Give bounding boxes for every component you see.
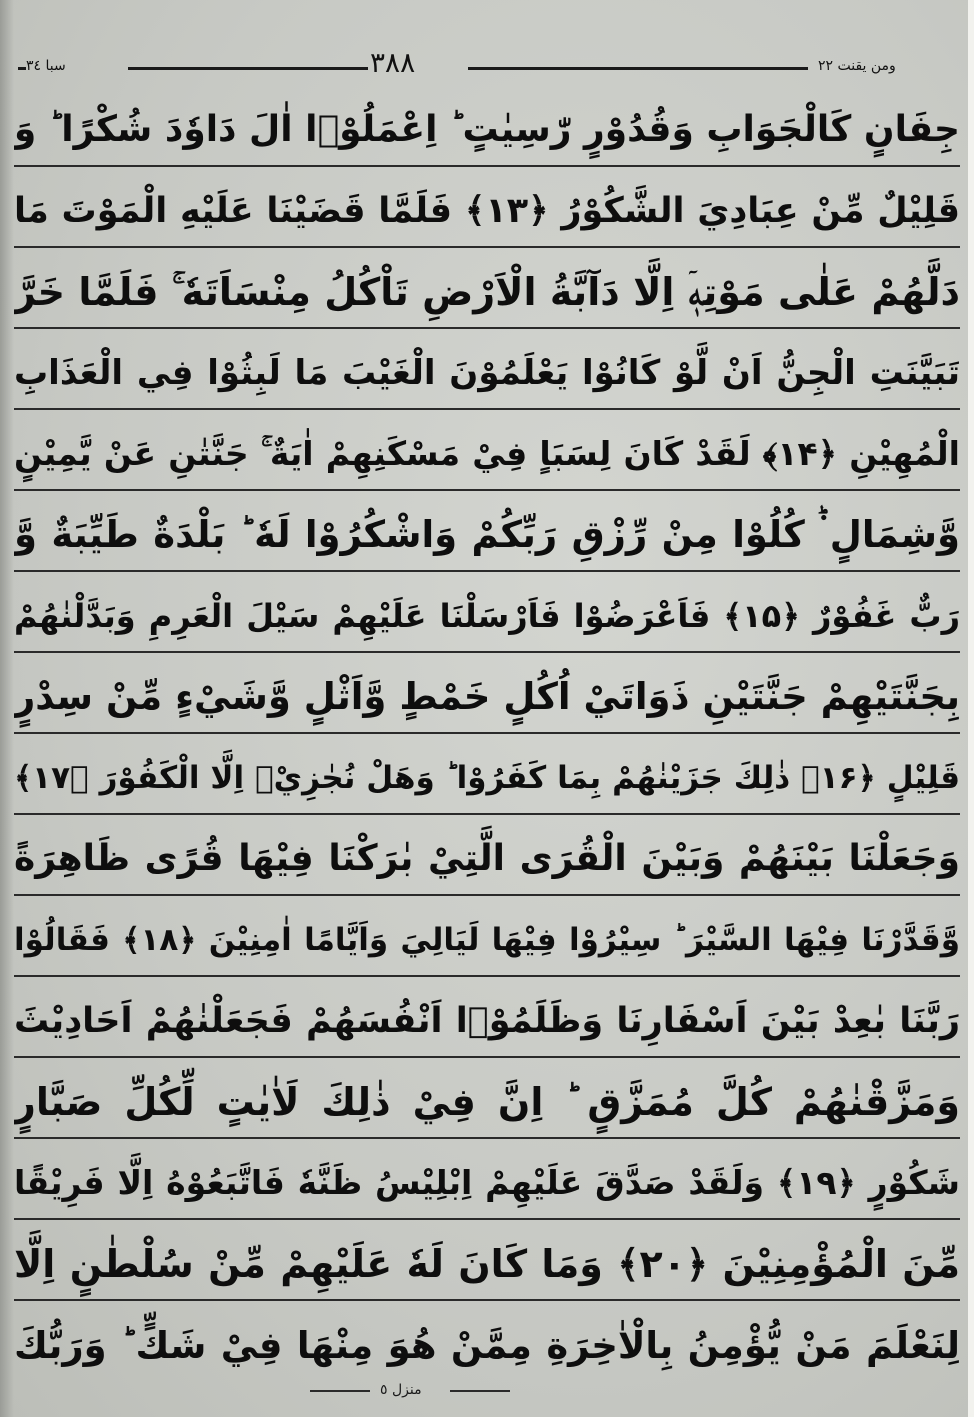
text-line xyxy=(14,572,960,653)
footer-rule-right xyxy=(450,1390,510,1392)
quran-text-block xyxy=(14,86,960,1367)
line-text: جِفَانٍ كَالْجَوَابِ وَقُدُوْرٍ رّٰسِيٰتٍ ؕ اِعْمَلُوْۤا اٰلَ دَاوٗدَ شُكْرًا ؕ وَ xyxy=(14,108,960,150)
text-line xyxy=(14,734,960,815)
text-line xyxy=(14,653,960,734)
para-label: ومن يقنت ٢٢ xyxy=(818,58,896,74)
line-text: رَبٌّ غَفُوْرٌ ﴿۱۵﴾ فَاَعْرَضُوْا فَاَرْسَلْنَا عَلَيْهِمْ سَيْلَ الْعَرِمِ وَبَدَّلْنٰهُمْ xyxy=(14,596,960,635)
line-text: لِنَعْلَمَ مَنْ يُّؤْمِنُ بِالْاٰخِرَةِ مِمَّنْ هُوَ مِنْهَا فِيْ شَكٍّ ؕ وَرَبُّكَ xyxy=(14,1323,960,1367)
text-line xyxy=(14,1301,960,1382)
line-text: مِّنَ الْمُؤْمِنِيْنَ ﴿۲۰﴾ وَمَا كَانَ لَهٗ عَلَيْهِمْ مِّنْ سُلْطٰنٍ اِلَّا xyxy=(14,1241,960,1286)
line-text: تَبَيَّنَتِ الْجِنُّ اَنْ لَّوْ كَانُوْا يَعْلَمُوْنَ الْغَيْبَ مَا لَبِثُوْا فِي الْعَذَابِ xyxy=(14,352,960,393)
text-line xyxy=(14,248,960,329)
header-rule-mid-left xyxy=(128,67,368,70)
juz-label: سبا ٣٤ xyxy=(26,58,66,74)
header-rule-mid-right xyxy=(468,67,808,70)
text-line xyxy=(14,86,960,167)
footer-rule-left xyxy=(310,1390,370,1392)
text-line xyxy=(14,896,960,977)
line-text: شَكُوْرٍ ﴿۱۹﴾ وَلَقَدْ صَدَّقَ عَلَيْهِمْ اِبْلِيْسُ ظَنَّهٗ فَاتَّبَعُوْهُ اِلَّا فَرِيْقًا xyxy=(14,1162,960,1202)
line-text: رَبَّنَا بٰعِدْ بَيْنَ اَسْفَارِنَا وَظَلَمُوْۤا اَنْفُسَهُمْ فَجَعَلْنٰهُمْ اَحَادِيْثَ xyxy=(14,1000,960,1041)
page-header xyxy=(18,46,948,82)
page-number: ٣٨٨ xyxy=(370,46,416,79)
line-text: قَلِيْلٍ ﴿۱۶﴾ ذٰلِكَ جَزَيْنٰهُمْ بِمَا كَفَرُوْا ؕ وَهَلْ نُجٰزِيْۤ اِلَّا الْكَفُوْرَ ﴿۱۷﴾ xyxy=(14,759,960,796)
header-rule-left xyxy=(18,67,26,70)
text-line xyxy=(14,1139,960,1220)
text-line xyxy=(14,329,960,410)
text-line xyxy=(14,1058,960,1139)
line-text: وَمَزَّقْنٰهُمْ كُلَّ مُمَزَّقٍ ؕ اِنَّ فِيْ ذٰلِكَ لَاٰيٰتٍ لِّكُلِّ صَبَّارٍ xyxy=(14,1079,960,1124)
line-text: دَلَّهُمْ عَلٰى مَوْتِهٖۤ اِلَّا دَآبَّةُ الْاَرْضِ تَاْكُلُ مِنْسَاَتَهٗ ۚ فَلَمَّا خَرَّ xyxy=(14,269,960,314)
text-line xyxy=(14,410,960,491)
text-line xyxy=(14,491,960,572)
line-text: الْمُهِيْنِ ﴿۱۴﴾ لَقَدْ كَانَ لِسَبَاٍ فِيْ مَسْكَنِهِمْ اٰيَةٌ ۚ جَنَّتٰنِ عَنْ يَّمِيْنٍ xyxy=(14,433,960,473)
line-text: قَلِيْلٌ مِّنْ عِبَادِيَ الشَّكُوْرُ ﴿۱۳﴾ فَلَمَّا قَضَيْنَا عَلَيْهِ الْمَوْتَ مَا xyxy=(14,190,960,231)
line-text: بِجَنَّتَيْهِمْ جَنَّتَيْنِ ذَوَاتَيْ اُكُلٍ خَمْطٍ وَّاَثْلٍ وَّشَيْءٍ مِّنْ سِدْرٍ xyxy=(14,674,960,718)
page-edge xyxy=(968,0,974,1417)
text-line xyxy=(14,1220,960,1301)
text-line xyxy=(14,977,960,1058)
line-text: وَجَعَلْنَا بَيْنَهُمْ وَبَيْنَ الْقُرَى الَّتِيْ بٰرَكْنَا فِيْهَا قُرًى ظَاهِرَةً xyxy=(14,837,960,879)
binding-shadow xyxy=(0,0,14,1417)
text-line xyxy=(14,167,960,248)
line-text: وَّشِمَالٍ ۬ؕ كُلُوْا مِنْ رِّزْقِ رَبِّكُمْ وَاشْكُرُوْا لَهٗ ؕ بَلْدَةٌ طَيِّبَةٌ وَّ xyxy=(14,512,960,556)
line-text: وَّقَدَّرْنَا فِيْهَا السَّيْرَ ؕ سِيْرُوْا فِيْهَا لَيَالِيَ وَاَيَّامًا اٰمِنِيْنَ ﴿۱۸﴾ فَقَالُوْا xyxy=(14,921,960,958)
text-line xyxy=(14,815,960,896)
manzil-label: منزل ٥ xyxy=(380,1382,422,1398)
